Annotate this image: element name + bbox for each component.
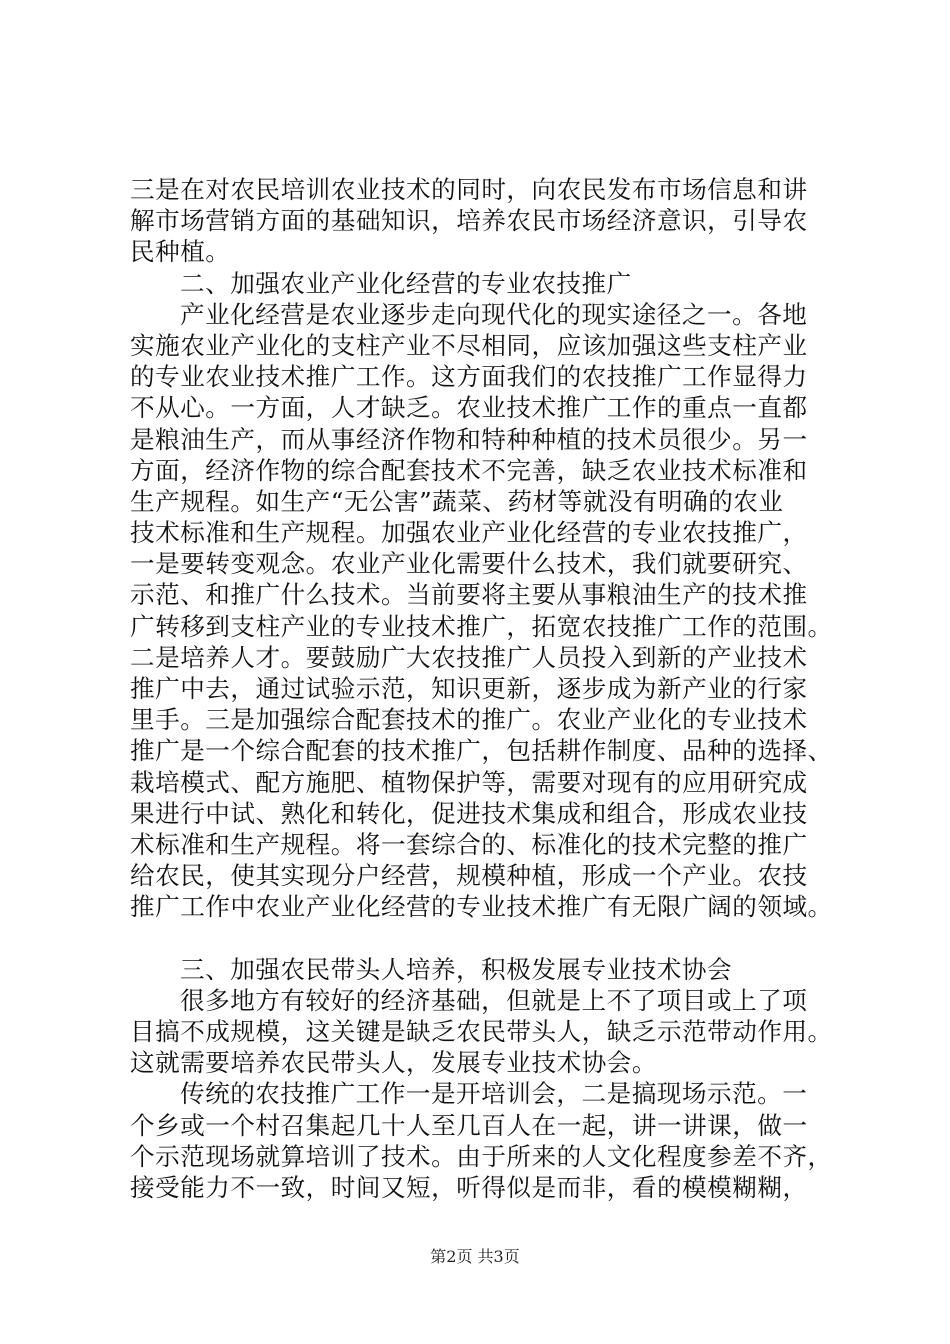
text-line: 果进行中试、熟化和转化，促进技术集成和组合，形成农业技 xyxy=(130,798,808,828)
text-line: 目搞不成规模，这关键是缺乏农民带头人，缺乏示范带动作用。 xyxy=(130,1017,833,1047)
text-line: 产业化经营是农业逐步走向现代化的现实途径之一。各地 xyxy=(180,299,808,329)
text-line: 这就需要培养农民带头人，发展专业技术协会。 xyxy=(130,1048,657,1078)
section-heading: 二、加强农业产业化经营的专业农技推广 xyxy=(180,268,632,298)
text-line: 实施农业产业化的支柱产业不尽相同，应该加强这些支柱产业 xyxy=(130,330,808,360)
text-line: 里手。三是加强综合配套技术的推广。农业产业化的专业技术 xyxy=(130,705,808,735)
text-line: 方面，经济作物的综合配套技术不完善，缺乏农业技术标准和 xyxy=(130,455,808,485)
section-heading: 三、加强农民带头人培养，积极发展专业技术协会 xyxy=(180,954,733,984)
text-line: 民种植。 xyxy=(130,237,231,267)
text-line: 二是培养人才。要鼓励广大农技推广人员投入到新的产业技术 xyxy=(130,642,808,672)
text-line: 广转移到支柱产业的专业技术推广，拓宽农技推广工作的范围。 xyxy=(130,611,833,641)
text-line: 一是要转变观念。农业产业化需要什么技术，我们就要研究、 xyxy=(130,549,808,579)
text-line: 不从心。一方面，人才缺乏。农业技术推广工作的重点一直都 xyxy=(130,393,808,423)
text-line: 推广是一个综合配套的技术推广，包括耕作制度、品种的选择、 xyxy=(130,736,833,766)
text-line: 示范、和推广什么技术。当前要将主要从事粮油生产的技术推 xyxy=(130,580,808,610)
paragraph-gap xyxy=(130,923,848,954)
text-line: 推广工作中农业产业化经营的专业技术推广有无限广阔的领域。 xyxy=(130,892,833,922)
body-text xyxy=(130,174,848,1203)
text-line: 三是在对农民培训农业技术的同时，向农民发布市场信息和讲 xyxy=(130,175,808,204)
text-line: 个乡或一个村召集起几十人至几百人在一起，讲一讲课，做一 xyxy=(130,1110,808,1140)
page-number: 第2页 共3页 xyxy=(430,1247,520,1266)
text-line: 给农民，使其实现分户经营，规模种植，形成一个产业。农技 xyxy=(130,861,808,891)
text-line: 传统的农技推广工作一是开培训会，二是搞现场示范。一 xyxy=(180,1079,808,1109)
text-line: 是粮油生产，而从事经济作物和特种种植的技术员很少。另一 xyxy=(130,424,808,454)
text-line: 推广中去，通过试验示范，知识更新，逐步成为新产业的行家 xyxy=(130,674,808,703)
text-line: 术标准和生产规程。将一套综合的、标准化的技术完整的推广 xyxy=(130,829,808,859)
text-line: 解市场营销方面的基础知识，培养农民市场经济意识，引导农 xyxy=(130,206,808,236)
text-line: 接受能力不一致，时间又短，听得似是而非，看的模模糊糊， xyxy=(130,1173,808,1202)
text-line: 很多地方有较好的经济基础，但就是上不了项目或上了项 xyxy=(180,985,808,1015)
text-line: 生产规程。如生产“无公害”蔬菜、药材等就没有明确的农业 xyxy=(130,486,784,516)
text-line: 的专业农业技术推广工作。这方面我们的农技推广工作显得力 xyxy=(130,362,808,392)
text-line: 栽培模式、配方施肥、植物保护等，需要对现有的应用研究成 xyxy=(130,767,808,797)
text-line: 技术标准和生产规程。加强农业产业化经营的专业农技推广， xyxy=(130,518,808,548)
page-footer xyxy=(0,1244,950,1267)
text-line: 个示范现场就算培训了技术。由于所来的人文化程度参差不齐， xyxy=(130,1141,833,1171)
